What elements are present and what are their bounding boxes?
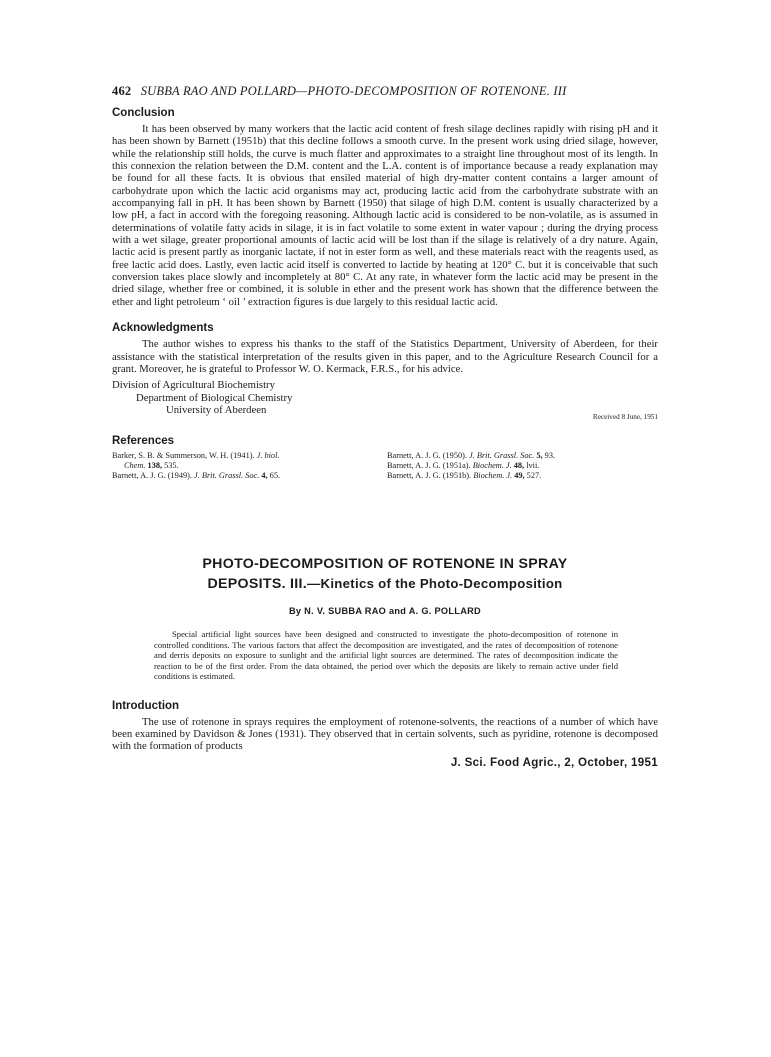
conclusion-section	[112, 107, 658, 308]
conclusion-paragraph: It has been observed by many workers that the lactic acid content of fresh silage declines rapidly with rising pH and it has been shown by Barnett (1951b) that this decline follows a smooth curve. In the present work using dried silage, however, while the relationship still holds, the curve is much flatter and approximates to a straight line throughout most of its length. In this connexion the relation between the D.M. content and the L.A. content is of importance because a ready explanation may be found for all these facts. It is obvious that ensiled material of high dry-matter content contains a larger amount of carbohydrate upon which the lactic acid organisms may act, producing lactic acid from the carbohydrate substrate with an accompanying fall in pH. It has been shown by Barnett (1950) that silage of high D.M. content is usually characterized by a low pH, a fact in accord with the foregoing reasoning. Although lactic acid is considered to be non-volatile, as is assumed in determinations of volatile fatty acids in silage, it is in fact volatile to some extent in water vapour ; during the drying process with a wet silage, greater proportional amounts of lactic acid will be lost than if the silage is relatively of a dry nature. Again, lactic acid is present partly as inorganic lactate, if not in ester form as well, and these materials react with the reagents used, as free lactic acid does. Lastly, even lactic acid itself is converted to lactide by heating at 120° C. but it is conceivable that such conversion takes place slowly and incompletely at 80° C. At any rate, in whatever form the lactic acid may be present in the dried silage, whether free or combined, it is soluble in ether and the present work has shown that the difference between the ether and light petroleum ‘ oil ’ extraction figures is due largely to this residual lactic acid.	[112, 123, 658, 308]
page	[112, 84, 658, 769]
acknowledgments-paragraph: The author wishes to express his thanks to the staff of the Statistics Department, University of Aberdeen, for their assistance with the statistical interpretation of the results given in this paper, and to the Agriculture Research Council for a grant. Moreover, he is grateful to Professor W. O. Kermack, F.R.S., for his advice.	[112, 338, 658, 375]
reference-item: Barnett, A. J. G. (1951b). Biochem. J. 49, 527.	[387, 471, 542, 481]
address-line: Division of Agricultural Biochemistry	[112, 379, 275, 392]
reference-list	[112, 451, 658, 482]
journal-footer: J. Sci. Food Agric., 2, October, 1951	[450, 755, 658, 769]
reference-item: Barnett, A. J. G. (1949). J. Brit. Grassl. Soc. 4, 65.	[112, 471, 281, 481]
address-line: University of Aberdeen	[166, 404, 267, 417]
introduction-heading: Introduction	[112, 699, 180, 712]
address-line: Department of Biological Chemistry	[136, 391, 293, 404]
running-head	[112, 84, 658, 99]
article-title	[112, 555, 658, 594]
acknowledgments-section	[112, 322, 658, 375]
author-address	[112, 379, 658, 417]
reference-item: Barnett, A. J. G. (1951a). Biochem. J. 48, lvii.	[387, 460, 540, 470]
conclusion-heading: Conclusion	[112, 107, 175, 119]
running-head-text: SUBBA RAO AND POLLARD—PHOTO-DECOMPOSITION OF ROTENONE. III	[140, 84, 567, 98]
introduction-paragraph: The use of rotenone in sprays requires the employment of rotenone-solvents, the reactions of a number of which have been examined by Davidson & Jones (1931). They observed that in certain solvents, such as pyridine, rotenone is decomposed with the formation of products	[112, 715, 658, 753]
article-title-line: PHOTO-DECOMPOSITION OF ROTENONE IN SPRAY	[202, 556, 568, 573]
received-date: Received 8 June, 1951	[592, 412, 658, 421]
reference-column-left	[112, 451, 383, 482]
article-byline: By N. V. SUBBA RAO and A. G. POLLARD	[288, 606, 481, 617]
references-heading: References	[112, 434, 175, 447]
references-section	[112, 435, 658, 482]
introduction-section	[112, 700, 658, 753]
acknowledgments-heading: Acknowledgments	[112, 322, 214, 335]
page-number: 462	[112, 84, 132, 98]
article-abstract: Special artificial light sources have been designed and constructed to investigate the photo-decomposition of rotenone in controlled conditions. The various factors that affect the decomposition are investigated, and the rates of decomposition of rotenone and derris deposits on exposure to sunlight and the artificial light sources are determined. The rates of decomposition indicate the reaction to be of the first order. From the data obtained, the period over which the deposits are likely to remain active under field conditions is estimated.	[154, 629, 618, 682]
reference-column-right	[383, 451, 658, 482]
reference-item: Barnett, A. J. G. (1950). J. Brit. Grassl. Soc. 5, 93.	[387, 450, 556, 460]
reference-item: Barker, S. B. & Summerson, W. H. (1941). J. biol. Chem. 138, 535.	[112, 450, 280, 470]
article-title-line: DEPOSITS. III.—Kinetics of the Photo-Decomposition	[207, 576, 563, 593]
